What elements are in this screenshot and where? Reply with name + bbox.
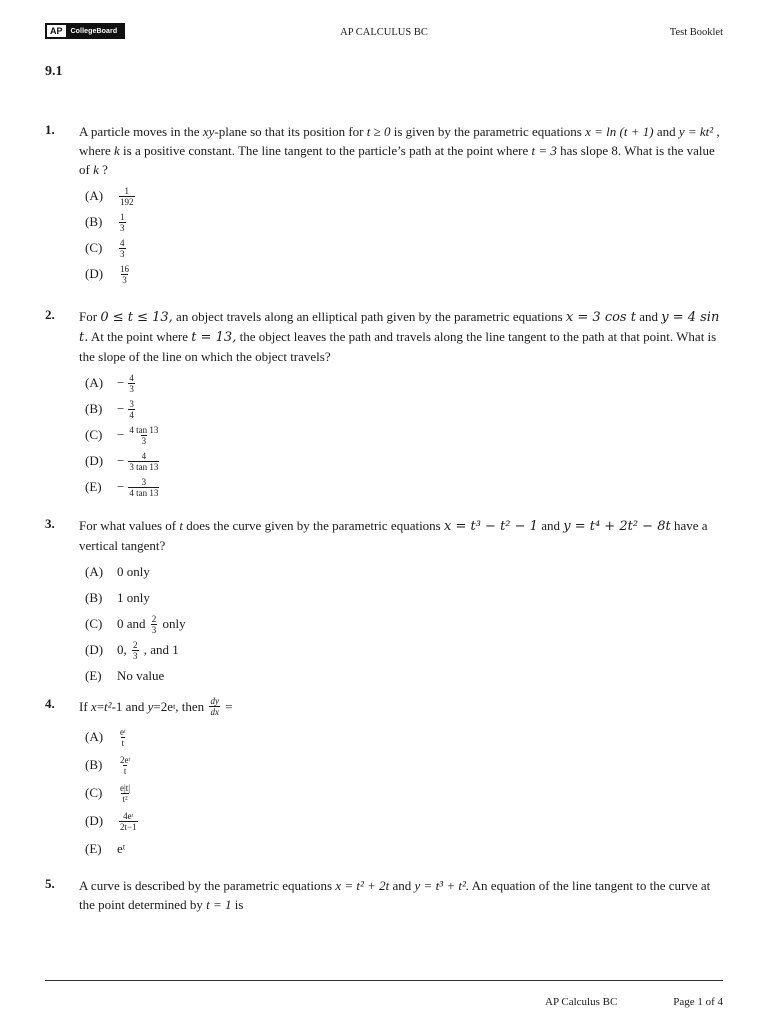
denominator: 3 xyxy=(120,222,125,233)
numerator: 3 xyxy=(141,476,147,487)
numerator: 4 xyxy=(141,450,147,461)
denominator: 192 xyxy=(120,196,134,207)
denominator: t² xyxy=(122,793,128,804)
stem-math: x = ln (t + 1) xyxy=(585,124,654,139)
stem-math: t xyxy=(179,518,183,533)
question-number: 4. xyxy=(45,696,55,711)
stem-math: t ≥ 0 xyxy=(366,124,391,139)
logo-ap-text: AP xyxy=(47,25,66,37)
fraction xyxy=(128,425,159,446)
fraction xyxy=(119,783,131,804)
minus-sign: − xyxy=(117,453,125,468)
fraction xyxy=(128,373,135,394)
denominator: 3 xyxy=(120,248,125,259)
footer-page-number: Page 1 of 4 xyxy=(673,996,723,1008)
question-stem xyxy=(79,307,725,366)
stem-text: -1 and xyxy=(111,699,148,714)
stem-text: , then xyxy=(175,699,208,714)
stem-text: -plane so that its position for xyxy=(214,124,367,139)
stem-text: is xyxy=(231,897,244,912)
stem-text: For what values of xyxy=(79,518,180,533)
choice-b[interactable] xyxy=(85,585,725,611)
stem-math: y = kt² xyxy=(678,124,714,139)
minus-sign: − xyxy=(117,479,125,494)
choice-label: (C) xyxy=(85,616,103,631)
stem-math: t = 1 xyxy=(206,897,232,912)
choice-c[interactable] xyxy=(85,779,725,807)
numerator: 16 xyxy=(120,263,129,274)
stem-math: y xyxy=(147,699,154,714)
choice-c[interactable] xyxy=(85,235,725,261)
stem-text: , where xyxy=(79,124,720,158)
derivative-fraction xyxy=(209,696,220,717)
fraction xyxy=(128,477,159,498)
answer-choices xyxy=(85,559,725,689)
denominator: 3 xyxy=(141,435,147,446)
choice-d[interactable] xyxy=(85,261,725,287)
question-2 xyxy=(45,307,725,500)
stem-math: x = t² + 2t xyxy=(335,878,390,893)
denominator: 3 xyxy=(122,274,127,285)
denominator: 4 tan 13 xyxy=(129,487,159,498)
question-stem xyxy=(79,516,725,555)
choice-label: (D) xyxy=(85,266,104,281)
numerator: 2 xyxy=(133,639,138,650)
question-stem xyxy=(79,696,725,717)
stem-math: k xyxy=(93,162,99,177)
choice-b[interactable] xyxy=(85,396,725,422)
choice-label: (A) xyxy=(85,375,104,390)
minus-sign: − xyxy=(117,375,125,390)
stem-text: ? xyxy=(98,162,108,177)
choice-text: , and 1 xyxy=(140,642,179,657)
choice-a[interactable] xyxy=(85,723,725,751)
numerator: e|t| xyxy=(120,782,131,793)
stem-math: x xyxy=(90,699,97,714)
stem-text: the object leaves the path and travels along the line tangent to the path at that point. What is the slope of the line on which the object travels? xyxy=(79,329,717,364)
choice-label: (C) xyxy=(85,785,103,800)
stem-text: has slope 8. What is the value of xyxy=(79,143,715,177)
stem-math: x = t³ − t² − 1 xyxy=(444,519,538,534)
question-3 xyxy=(45,516,725,689)
choice-label: (B) xyxy=(85,757,103,772)
stem-math: 0 ≤ t ≤ 13, xyxy=(100,310,173,325)
choice-label: (C) xyxy=(85,240,103,255)
choice-text: 0, xyxy=(117,642,130,657)
footer-course: AP Calculus BC xyxy=(545,996,618,1008)
choice-d[interactable] xyxy=(85,637,725,663)
choice-label: (A) xyxy=(85,188,104,203)
choice-text: 0 only xyxy=(117,564,150,579)
denominator: dx xyxy=(210,707,219,717)
choice-d[interactable] xyxy=(85,807,725,835)
stem-text: have a vertical tangent? xyxy=(79,518,708,553)
stem-text: is given by the parametric equations xyxy=(390,124,586,139)
choice-b[interactable] xyxy=(85,209,725,235)
logo-collegeboard-text: CollegeBoard xyxy=(70,27,118,35)
choice-label: (E) xyxy=(85,668,102,683)
choice-text: 1 only xyxy=(117,590,150,605)
stem-math: t² xyxy=(104,699,112,714)
denominator: t xyxy=(121,737,125,748)
stem-math: x = 3 cos t xyxy=(565,310,636,325)
minus-sign: − xyxy=(117,401,125,416)
choice-label: (D) xyxy=(85,453,104,468)
stem-text: = xyxy=(221,699,233,714)
stem-math: xy xyxy=(202,124,215,139)
question-1 xyxy=(45,122,725,287)
choice-e[interactable] xyxy=(85,835,725,863)
choice-label: (D) xyxy=(85,813,104,828)
denominator: 3 xyxy=(129,383,134,394)
choice-a[interactable] xyxy=(85,559,725,585)
stem-text: is a positive constant. The line tangent to the particle’s path at the point where xyxy=(119,143,532,158)
stem-text: and xyxy=(537,518,564,533)
choice-b[interactable] xyxy=(85,751,725,779)
question-4 xyxy=(45,696,725,863)
stem-text: At the point where xyxy=(88,329,192,344)
choice-text: eᵗ xyxy=(117,841,126,856)
fraction xyxy=(119,727,127,748)
choice-label: (E) xyxy=(85,841,102,856)
stem-text: If xyxy=(79,699,91,714)
numerator: 4 xyxy=(120,237,125,248)
question-5 xyxy=(45,876,725,914)
stem-text: A particle moves in the xyxy=(79,124,203,139)
stem-text: = xyxy=(96,699,105,714)
header-title: AP CALCULUS BC xyxy=(340,27,428,38)
answer-choices xyxy=(85,723,725,863)
numerator: dy xyxy=(210,696,219,706)
choice-label: (B) xyxy=(85,214,103,229)
question-stem xyxy=(79,876,725,914)
numerator: 4 xyxy=(129,372,134,383)
denominator: 3 tan 13 xyxy=(129,461,159,472)
question-stem xyxy=(79,122,725,179)
stem-math: y = t⁴ + 2t² − 8t xyxy=(563,519,671,534)
choice-label: (E) xyxy=(85,479,102,494)
fraction xyxy=(119,811,138,832)
numerator: 3 xyxy=(129,398,134,409)
stem-text: For xyxy=(79,309,101,324)
answer-choices xyxy=(85,183,725,287)
stem-text: and xyxy=(389,878,415,893)
choice-a[interactable] xyxy=(85,370,725,396)
choice-label: (C) xyxy=(85,427,103,442)
denominator: 3 xyxy=(133,650,138,661)
choice-label: (D) xyxy=(85,642,104,657)
choice-e[interactable] xyxy=(85,663,725,689)
stem-text: and xyxy=(635,309,662,324)
numerator: 2eᵗ xyxy=(120,754,131,765)
section-number: 9.1 xyxy=(45,64,63,79)
choice-text: 0 and xyxy=(117,616,149,631)
fraction xyxy=(119,755,131,776)
stem-text: A curve is described by the parametric equations xyxy=(79,878,336,893)
denominator: 2t−1 xyxy=(120,821,137,832)
stem-math: t = 3 xyxy=(531,143,557,158)
stem-text: and xyxy=(653,124,679,139)
fraction xyxy=(119,212,126,233)
question-number: 1. xyxy=(45,122,55,137)
choice-a[interactable] xyxy=(85,183,725,209)
choice-text: No value xyxy=(117,668,165,683)
choice-c[interactable] xyxy=(85,611,725,637)
choice-e[interactable] xyxy=(85,474,725,500)
footer-divider xyxy=(45,980,723,981)
stem-math: y = t³ + t². xyxy=(414,878,470,893)
fraction xyxy=(119,264,130,285)
fraction xyxy=(119,186,135,207)
fraction xyxy=(128,399,135,420)
denominator: 4 xyxy=(129,409,134,420)
choice-label: (A) xyxy=(85,729,104,744)
numerator: 2 xyxy=(151,613,157,624)
choice-label: (A) xyxy=(85,564,104,579)
stem-text: an object travels along an elliptical path given by the parametric equations xyxy=(172,309,566,324)
minus-sign: − xyxy=(117,427,125,442)
stem-superscript: t xyxy=(173,702,176,711)
stem-text: =2e xyxy=(153,699,174,714)
choice-text: only xyxy=(159,616,186,631)
stem-text: does the curve given by the parametric equations xyxy=(183,518,444,533)
fraction xyxy=(132,640,139,661)
numerator: eᵗ xyxy=(120,726,126,737)
denominator: t xyxy=(123,765,127,776)
numerator: 1 xyxy=(124,185,129,196)
numerator: 1 xyxy=(120,211,125,222)
choice-label: (B) xyxy=(85,590,103,605)
stem-math: k xyxy=(114,143,120,158)
question-number: 5. xyxy=(45,876,55,891)
header-booklet-label: Test Booklet xyxy=(669,27,723,38)
stem-math: t = 13, xyxy=(191,330,237,345)
question-number: 2. xyxy=(45,307,55,322)
denominator: 3 xyxy=(151,624,157,635)
fraction xyxy=(128,451,159,472)
choice-label: (B) xyxy=(85,401,103,416)
choice-d[interactable] xyxy=(85,448,725,474)
numerator: 4eᵗ xyxy=(123,810,134,821)
fraction xyxy=(119,238,126,259)
stem-math: y = 4 sin t. xyxy=(79,310,720,345)
fraction xyxy=(151,614,158,635)
question-number: 3. xyxy=(45,516,55,531)
choice-c[interactable] xyxy=(85,422,725,448)
stem-text: An equation of the line tangent to the curve at the point determined by xyxy=(79,878,711,912)
answer-choices xyxy=(85,370,725,500)
numerator: 4 tan 13 xyxy=(129,424,159,435)
